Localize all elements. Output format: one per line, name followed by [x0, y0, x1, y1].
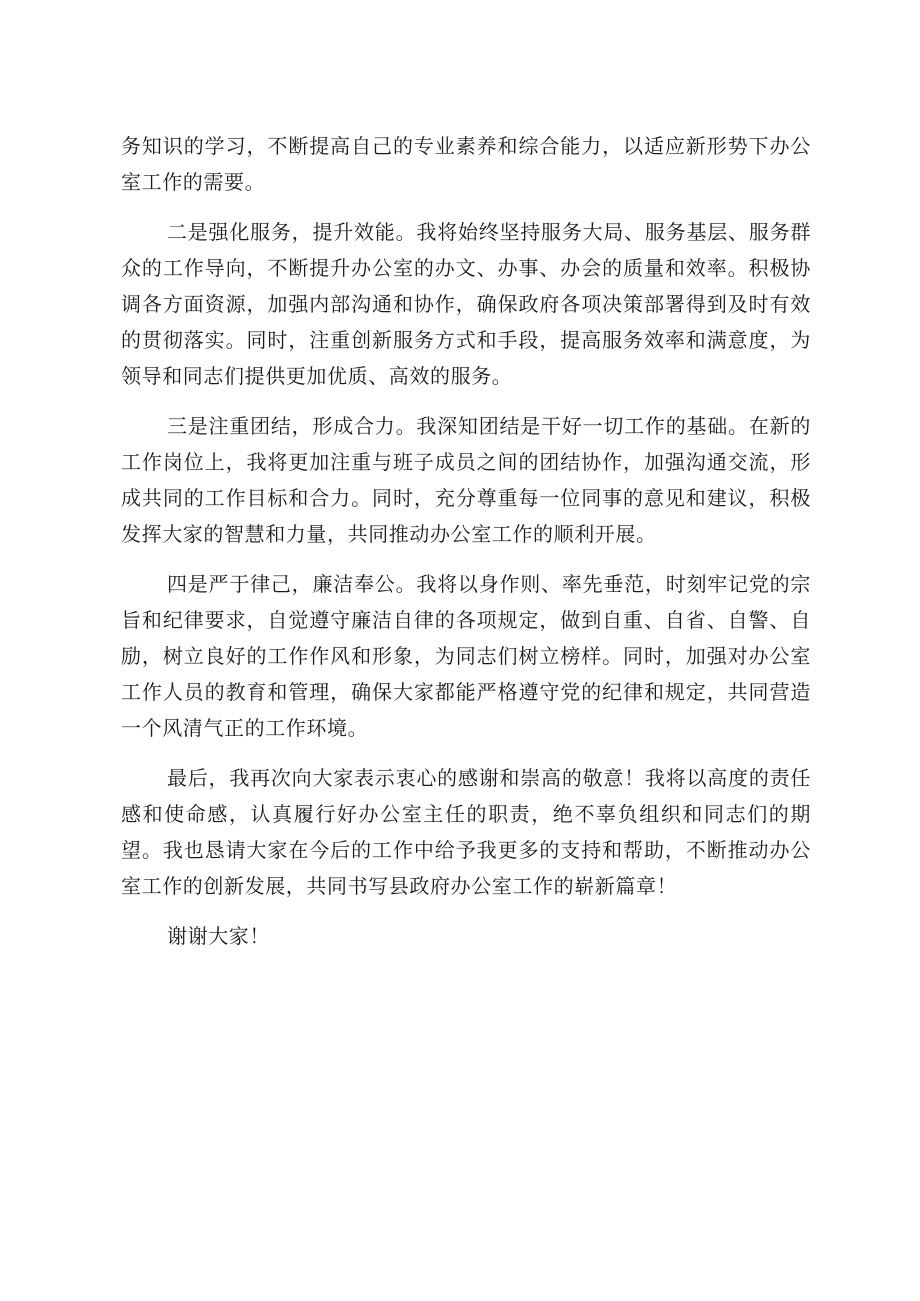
document-body: [121, 128, 811, 968]
paragraph-integrity: 四是严于律己，廉洁奉公。我将以身作则、率先垂范，时刻牢记党的宗旨和纪律要求，自觉遵守廉洁自律的各项规定，做到自重、自省、自警、自励，树立良好的工作作风和形象，为同志们树立榜样。同时，加强对办公室工作人员的教育和管理，确保大家都能严格遵守党的纪律和规定，共同营造一个风清气正的工作环境。: [121, 572, 811, 740]
paragraph-service: 二是强化服务，提升效能。我将始终坚持服务大局、服务基层、服务群众的工作导向，不断提升办公室的办文、办事、办会的质量和效率。积极协调各方面资源，加强内部沟通和协作，确保政府各项决策部署得到及时有效的贯彻落实。同时，注重创新服务方式和手段，提高服务效率和满意度，为领导和同志们提供更加优质、高效的服务。: [121, 220, 811, 388]
paragraph-unity: 三是注重团结，形成合力。我深知团结是干好一切工作的基础。在新的工作岗位上，我将更加注重与班子成员之间的团结协作，加强沟通交流，形成共同的工作目标和合力。同时，充分尊重每一位同事的意见和建议，积极发挥大家的智慧和力量，共同推动办公室工作的顺利开展。: [121, 414, 811, 546]
paragraph-closing: 最后，我再次向大家表示衷心的感谢和崇高的敬意！我将以高度的责任感和使命感，认真履行好办公室主任的职责，绝不辜负组织和同志们的期望。我也恳请大家在今后的工作中给予我更多的支持和帮助，不断推动办公室工作的创新发展，共同书写县政府办公室工作的崭新篇章！: [121, 766, 811, 898]
paragraph-continuation: 务知识的学习，不断提高自己的专业素养和综合能力，以适应新形势下办公室工作的需要。: [121, 134, 811, 194]
paragraph-thanks: 谢谢大家！: [167, 924, 270, 948]
